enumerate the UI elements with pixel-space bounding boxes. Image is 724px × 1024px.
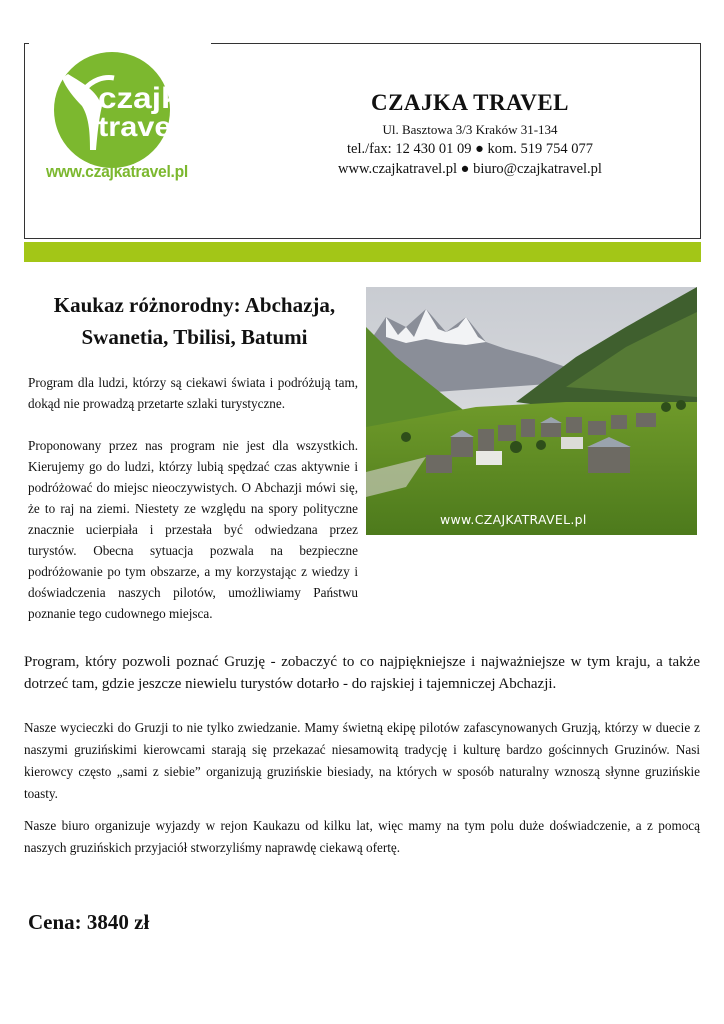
body-paragraph-2: Nasze biuro organizuje wyjazdy w rejon Kaukazu od kilku lat, więc mamy na tym polu duże doświadczenie, a z pomocą naszych gruzińskich przyjaciół stworzyliśmy naprawdę ciekawą ofertę. [24, 818, 700, 855]
logo-word-czajka: czajka [98, 82, 199, 115]
company-name: CZAJKA TRAVEL [370, 90, 569, 115]
accent-bar [24, 242, 701, 262]
mountain-village-photo [366, 287, 697, 535]
logo-word-travel: travel [98, 111, 180, 142]
company-web-email: www.czajkatravel.pl ● biuro@czajkatravel.pl [338, 161, 602, 177]
intro-paragraph-1: Program dla ludzi, którzy są ciekawi świata i podróżują tam, dokąd nie prowadzą przetarte szlaki turystyczne. [28, 375, 358, 411]
lead-paragraph: Program, który pozwoli poznać Gruzję - zobaczyć to co najpiękniejsze i najważniejsze w tym kraju, a także dotrzeć tam, gdzie jeszcze niewielu turystów dotarło - do rajskiej i tajemniczej Abchazji. [24, 654, 700, 692]
photo-watermark: www.CZAJKATRAVEL.pl [440, 512, 587, 527]
header-notch [29, 40, 211, 48]
logo-url[interactable]: www.czajkatravel.pl [46, 162, 188, 181]
page-title [28, 289, 361, 353]
intro-paragraph-2: Proponowany przez nas program nie jest dla wszystkich. Kierujemy go do ludzi, którzy lubią spędzać czas aktywnie i podróżować do miejsc nieoczywistych. O Abchazji mówi się, że to raj na ziemi. Niestety ze względu na spory polityczne znacznie ucierpiała i przestała być odwiedzana przez turystów. Obecna sytuacja pozwala na bezpieczne podróżowanie po tym obszarze, a my korzystając z wiedzy i doświadczenia naszych pilotów, umożliwiamy Państwu poznanie tego cudownego miejsca. [28, 438, 358, 621]
intro-text [28, 372, 358, 645]
title-line-1: Kaukaz różnorodny: Abchazja, [53, 293, 336, 317]
company-address: Ul. Basztowa 3/3 Kraków 31-134 [382, 122, 558, 137]
body-text [24, 717, 700, 869]
body-paragraph-1: Nasze wycieczki do Gruzji to nie tylko zwiedzanie. Mamy świetną ekipę pilotów zafascynowanych Gruzją, którzy w duecie z naszymi gruzińskimi kierowcami starają się przekazać niesamowitą tradycję i kulturę bardzo gościnnych Gruzinów. Nasi kierowcy często „sami z siebie” organizują gruzińskie biesiady, na których w sposób naturalny wznoszą słynne gruzińskie toasty. [24, 720, 700, 801]
company-phone: tel./fax: 12 430 01 09 ● kom. 519 754 077 [347, 141, 593, 157]
price: Cena: 3840 zł [28, 910, 150, 934]
company-details [300, 90, 640, 178]
title-line-2: Swanetia, Tbilisi, Batumi [81, 325, 308, 349]
